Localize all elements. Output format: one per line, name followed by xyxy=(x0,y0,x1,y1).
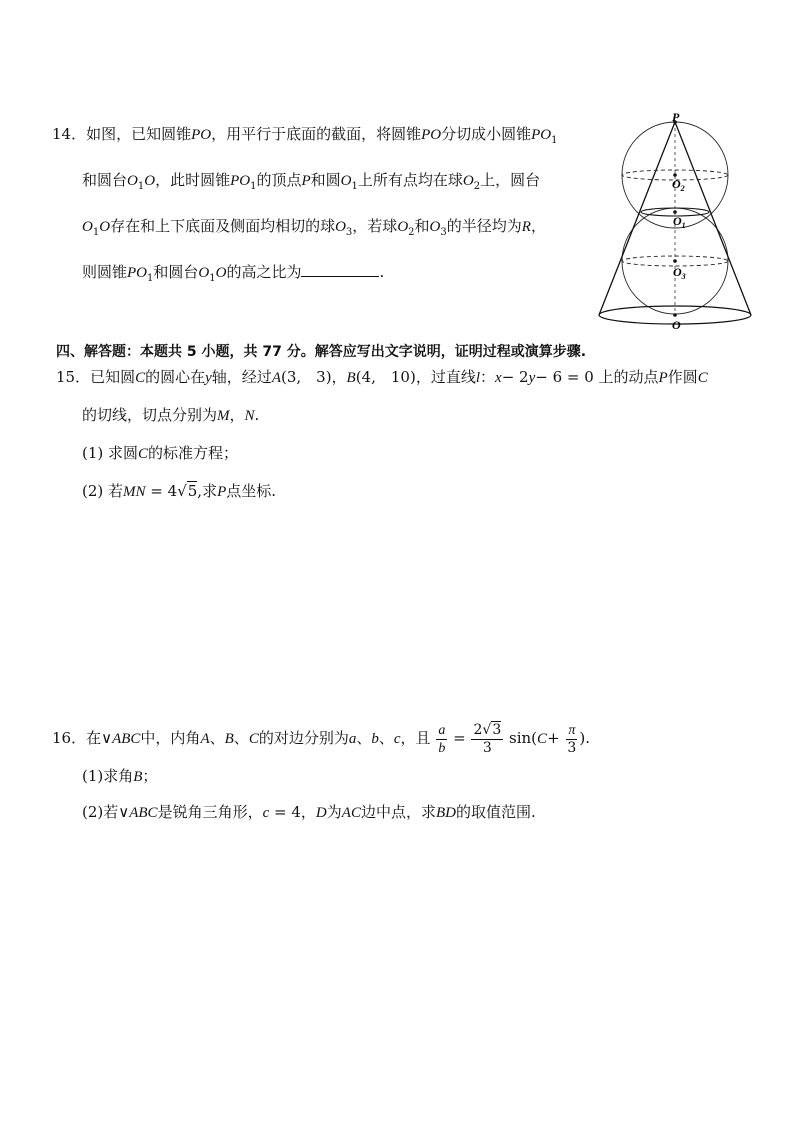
q16-part-2: (2)若∨ABC是锐角三角形，c = 4，D为AC边中点，求BD的取值范围. xyxy=(82,803,536,821)
cone-left-side xyxy=(599,122,675,315)
q15-part-1: (1) 求圆C的标准方程； xyxy=(82,444,239,462)
fraction-a-over-b: $\frac{a}{b}$ xyxy=(438,722,446,756)
q14-line-2: 和圆台$O_1O$，此时圆锥$PO_1$的顶点P和圆$O_1$上所有点均在球$O_2$上，圆台 xyxy=(82,171,541,192)
cone-sphere-figure xyxy=(590,112,760,334)
label-o3: $O_3$ xyxy=(673,265,686,281)
label-o2: $O_2$ xyxy=(672,177,685,193)
fraction-pi-over-3: $\frac{\pi}{3}$ xyxy=(567,722,577,756)
point-o3 xyxy=(673,259,677,263)
q14-line-1: 14．如图，已知圆锥PO，用平行于底面的截面，将圆锥PO分切成小圆锥$PO_1$ xyxy=(52,125,558,146)
cone-right-side xyxy=(675,122,751,315)
q16-part-1: (1)求角B； xyxy=(82,767,158,785)
q16-line-1: 16．在∨ABC中，内角A、B、C的对边分别为a、b、c，且 $\frac{a}{b}$ = $\frac{2√3}{3}$ sin(C+ $\frac{\pi}{3}$ ). xyxy=(52,721,590,756)
label-o1: $O_1$ xyxy=(673,214,686,230)
point-o xyxy=(673,313,677,317)
q14-line-3: $O_1O$存在和上下底面及侧面均相切的球$O_3$，若球$O_2$和$O_3$的半径均为R， xyxy=(82,217,546,238)
label-o: O xyxy=(672,318,681,332)
label-p: P xyxy=(672,112,680,124)
q15-line-1: 15．已知圆C的圆心在y轴，经过A(3, 3)，B(4, 10)，过直线l：x− 2y− 6 = 0 上的动点P作圆C xyxy=(56,368,708,386)
q15-line-2: 的切线，切点分别为M，N. xyxy=(82,406,260,424)
q14-line-4: 则圆锥$PO_1$和圆台$O_1O$的高之比为 . xyxy=(82,263,385,284)
q15-part-2: (2) 若MN = 4√5,求P点坐标. xyxy=(82,482,277,500)
fraction-2root3-over-3: $\frac{2√3}{3}$ xyxy=(473,721,502,756)
answer-blank xyxy=(301,262,379,277)
section-4-heading: 四、解答题：本题共 5 小题，共 77 分。解答应写出文字说明，证明过程或演算步骤. xyxy=(56,344,587,360)
